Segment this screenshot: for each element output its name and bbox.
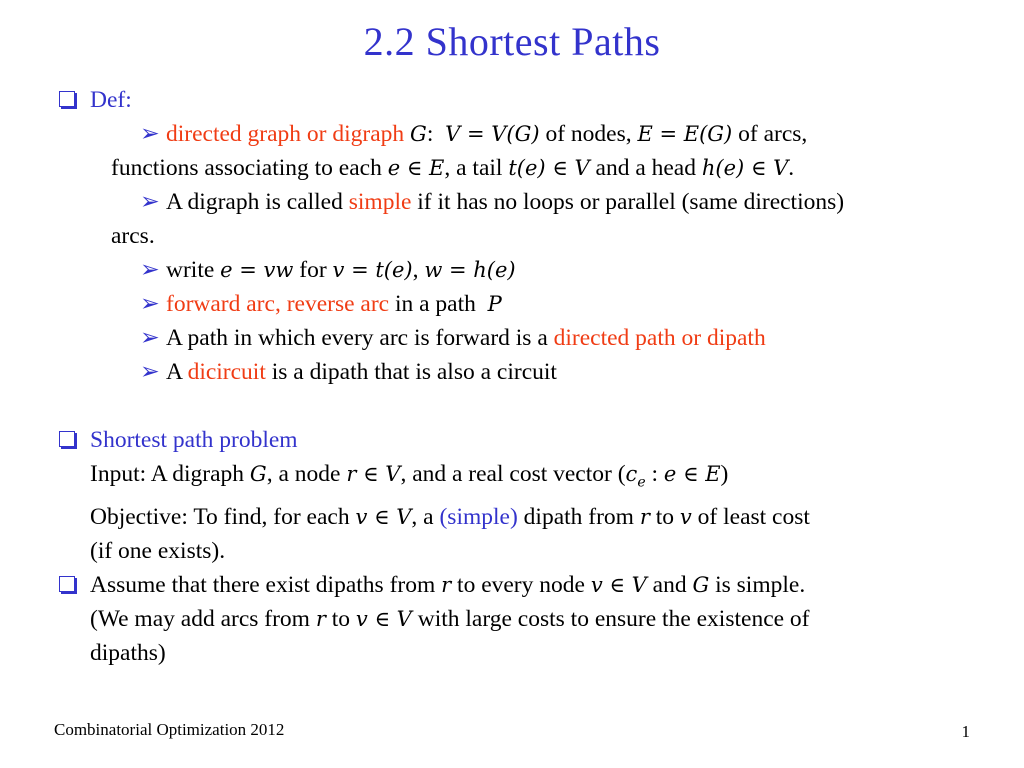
slide-title: 2.2 Shortest Paths bbox=[363, 19, 661, 64]
def-bullet-2-cont: arcs. bbox=[111, 223, 155, 249]
def-bullet-4: ➢ forward arc, reverse arc in a path P bbox=[60, 287, 980, 321]
def-bullet-3: ➢ write e = vw for v = t(e), w = h(e) bbox=[60, 253, 980, 287]
def-bullet-1: ➢ directed graph or digraph G: V = V(G) of nodes, E = E(G) of arcs, bbox=[60, 117, 980, 151]
checkbox-square-icon bbox=[59, 91, 75, 107]
def-bullet-2: ➢ A digraph is called simple if it has no loops or parallel (same directions) bbox=[60, 185, 980, 219]
spp-objective-cont: (if one exists). bbox=[90, 537, 226, 564]
def-heading-row bbox=[60, 83, 980, 117]
spp-heading-row bbox=[60, 423, 980, 457]
arrow-right-icon: ➢ bbox=[140, 325, 160, 351]
arrow-right-icon: ➢ bbox=[140, 189, 160, 215]
assume-row-3: dipaths) bbox=[90, 639, 166, 666]
checkbox-square-icon bbox=[59, 576, 75, 592]
arrow-right-icon: ➢ bbox=[140, 359, 160, 385]
checkbox-square-icon bbox=[59, 431, 75, 447]
footer-course: Combinatorial Optimization 2012 bbox=[54, 720, 285, 739]
spp-objective: Objective: To find, for each v ∈ V, a (simple) dipath from r to v of least cost bbox=[90, 503, 810, 530]
slide-body bbox=[60, 83, 980, 670]
spacer bbox=[60, 389, 980, 423]
arrow-right-icon: ➢ bbox=[140, 121, 160, 147]
page-number: 1 bbox=[961, 722, 970, 741]
def-bullet-6: ➢ A dicircuit is a dipath that is also a circuit bbox=[60, 355, 980, 389]
def-heading: Def: bbox=[90, 87, 132, 113]
assume-row: Assume that there exist dipaths from r to every node v ∈ V and G is simple. bbox=[60, 568, 980, 602]
def-bullet-1-cont: functions associating to each e ∈ E, a tail t(e) ∈ V and a head h(e) ∈ V. bbox=[111, 155, 795, 181]
arrow-right-icon: ➢ bbox=[140, 257, 160, 283]
def-bullet-5: ➢ A path in which every arc is forward is a directed path or dipath bbox=[60, 321, 980, 355]
spp-input: Input: A digraph G, a node r ∈ V, and a real cost vector ($c_e$ : e ∈ E) bbox=[90, 461, 729, 491]
assume-row-2: (We may add arcs from r to v ∈ V with large costs to ensure the existence of bbox=[90, 605, 810, 632]
arrow-right-icon: ➢ bbox=[140, 291, 160, 317]
spp-heading: Shortest path problem bbox=[90, 427, 298, 453]
